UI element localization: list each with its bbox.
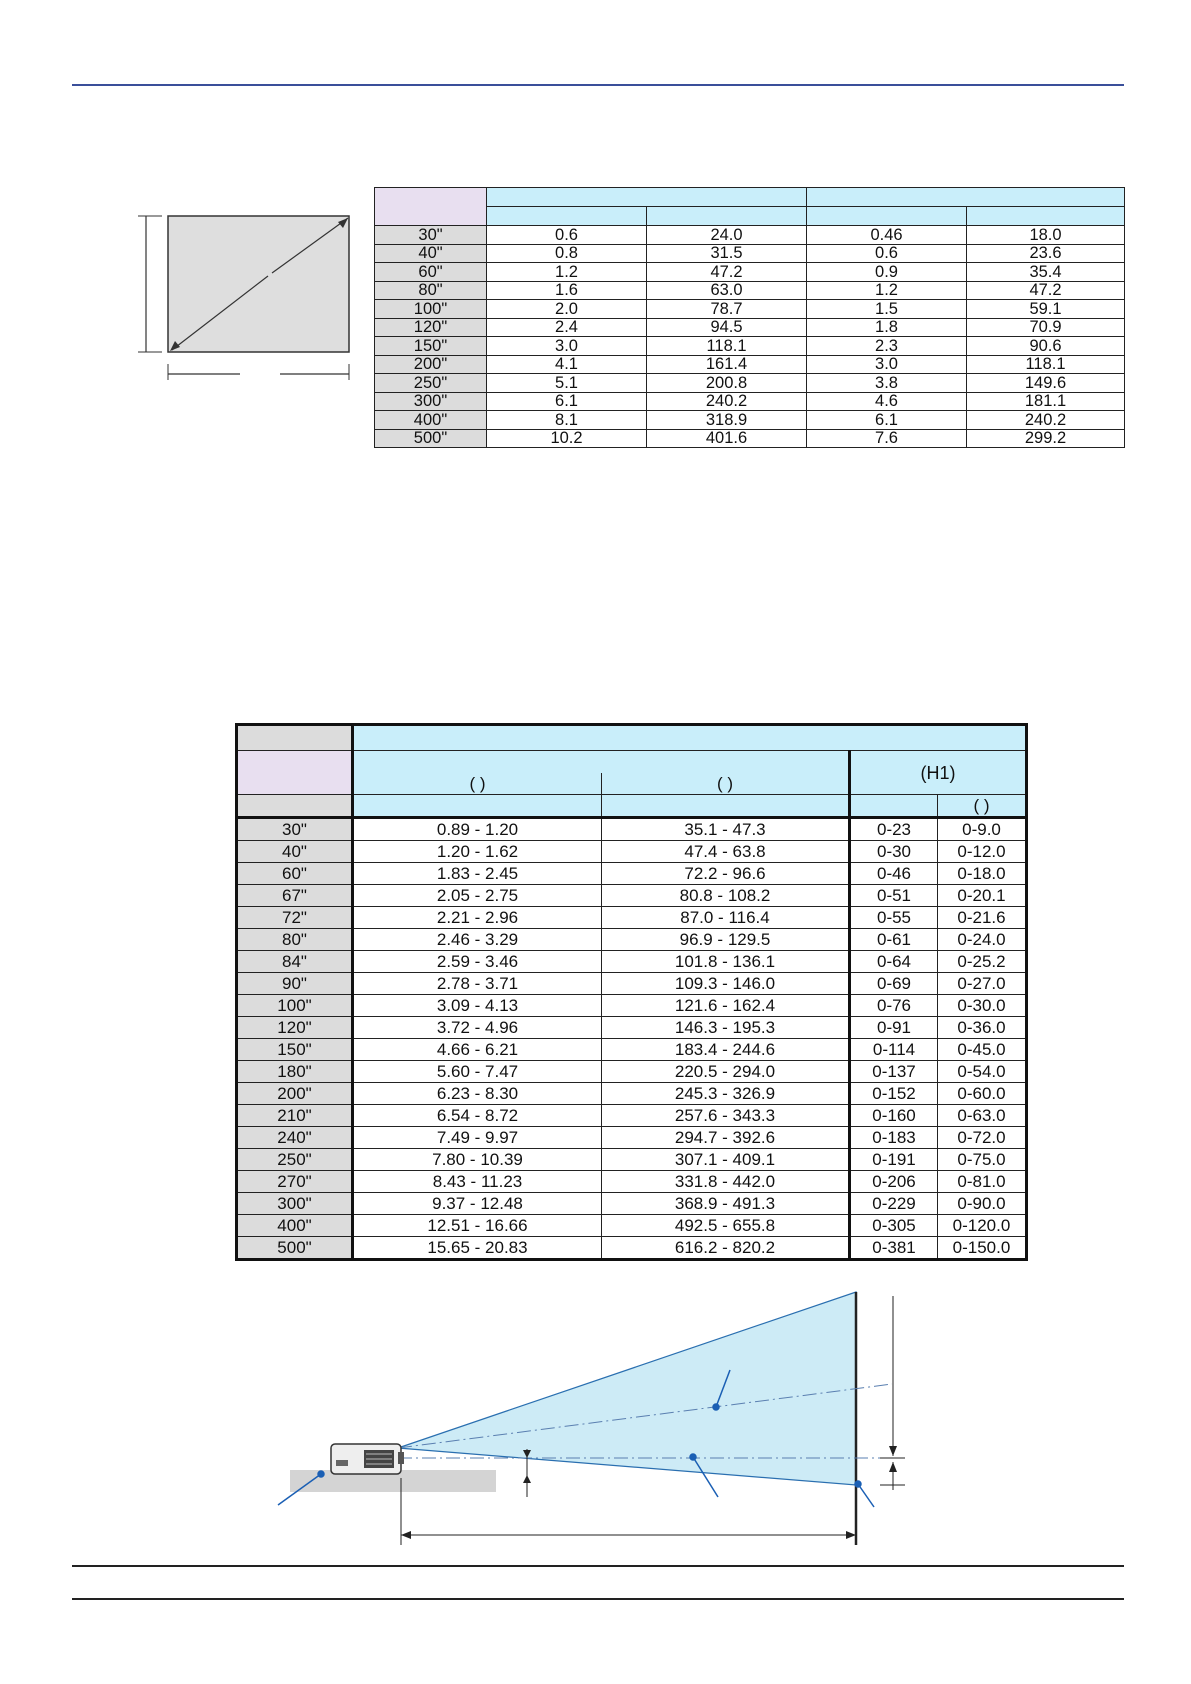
value-cell: 2.0 xyxy=(487,300,647,319)
table1-header-row-1 xyxy=(375,188,1125,207)
value-cell: 1.20 - 1.62 xyxy=(353,841,602,863)
value-cell: 4.6 xyxy=(807,392,967,411)
value-cell: 5.60 - 7.47 xyxy=(353,1061,602,1083)
value-cell: 2.05 - 2.75 xyxy=(353,885,602,907)
table-row xyxy=(237,951,1027,973)
value-cell: 0-25.2 xyxy=(938,951,1027,973)
throw-distance-table xyxy=(235,723,1028,1261)
value-cell: 80.8 - 108.2 xyxy=(602,885,850,907)
value-cell: 6.1 xyxy=(487,392,647,411)
value-cell: 200.8 xyxy=(647,374,807,393)
screen-size-cell: 30" xyxy=(237,818,353,841)
value-cell: 0-150.0 xyxy=(938,1237,1027,1260)
value-cell: 149.6 xyxy=(967,374,1125,393)
screen-rectangle xyxy=(168,216,349,352)
value-cell: 0-20.1 xyxy=(938,885,1027,907)
table2-header-distance xyxy=(353,751,850,773)
bottom-rule-1 xyxy=(72,1565,1124,1567)
table-row xyxy=(237,907,1027,929)
screen-size-cell: 200" xyxy=(237,1083,353,1105)
screen-size-cell: 400" xyxy=(237,1215,353,1237)
screen-size-cell: 300" xyxy=(237,1193,353,1215)
value-cell: 118.1 xyxy=(967,355,1125,374)
table-row xyxy=(375,411,1125,430)
value-cell: 0-120.0 xyxy=(938,1215,1027,1237)
value-cell: 78.7 xyxy=(647,300,807,319)
value-cell: 2.59 - 3.46 xyxy=(353,951,602,973)
value-cell: 4.66 - 6.21 xyxy=(353,1039,602,1061)
table-row xyxy=(237,1193,1027,1215)
table-row xyxy=(237,841,1027,863)
value-cell: 0-9.0 xyxy=(938,818,1027,841)
value-cell: 35.4 xyxy=(967,263,1125,282)
screen-size-cell: 80" xyxy=(237,929,353,951)
table-row xyxy=(237,1105,1027,1127)
table1-header-group-1 xyxy=(487,188,807,207)
table2-header-h1: (H1) xyxy=(850,751,1027,795)
screen-size-cell: 90" xyxy=(237,973,353,995)
value-cell: 2.4 xyxy=(487,318,647,337)
value-cell: 0.6 xyxy=(807,244,967,263)
value-cell: 318.9 xyxy=(647,411,807,430)
value-cell: 0-18.0 xyxy=(938,863,1027,885)
screen-size-cell: 67" xyxy=(237,885,353,907)
table2-corner-top xyxy=(237,725,353,751)
value-cell: 0-114 xyxy=(850,1039,938,1061)
value-cell: 0-81.0 xyxy=(938,1171,1027,1193)
value-cell: 23.6 xyxy=(967,244,1125,263)
value-cell: 2.78 - 3.71 xyxy=(353,973,602,995)
table2-header-row-1 xyxy=(237,725,1027,751)
value-cell: 0-69 xyxy=(850,973,938,995)
value-cell: 2.3 xyxy=(807,337,967,356)
value-cell: 1.2 xyxy=(487,263,647,282)
table2-header-main xyxy=(353,725,1027,751)
value-cell: 0-45.0 xyxy=(938,1039,1027,1061)
value-cell: 0-91 xyxy=(850,1017,938,1039)
value-cell: 118.1 xyxy=(647,337,807,356)
value-cell: 35.1 - 47.3 xyxy=(602,818,850,841)
table-row xyxy=(237,863,1027,885)
value-cell: 0-381 xyxy=(850,1237,938,1260)
value-cell: 1.5 xyxy=(807,300,967,319)
value-cell: 1.8 xyxy=(807,318,967,337)
value-cell: 0-305 xyxy=(850,1215,938,1237)
diagonal-line-lower xyxy=(172,276,268,350)
value-cell: 0-12.0 xyxy=(938,841,1027,863)
table-row xyxy=(237,1083,1027,1105)
table-row xyxy=(375,281,1125,300)
value-cell: 0-63.0 xyxy=(938,1105,1027,1127)
projection-beam xyxy=(398,1292,856,1485)
value-cell: 401.6 xyxy=(647,429,807,448)
value-cell: 0-183 xyxy=(850,1127,938,1149)
screen-size-cell: 40" xyxy=(237,841,353,863)
value-cell: 183.4 - 244.6 xyxy=(602,1039,850,1061)
table2-corner xyxy=(237,751,353,795)
table-row xyxy=(237,1017,1027,1039)
table-row xyxy=(237,995,1027,1017)
value-cell: 0-90.0 xyxy=(938,1193,1027,1215)
value-cell: 331.8 - 442.0 xyxy=(602,1171,850,1193)
value-cell: 6.23 - 8.30 xyxy=(353,1083,602,1105)
table1-subheader xyxy=(967,207,1125,226)
value-cell: 0-76 xyxy=(850,995,938,1017)
table-row xyxy=(237,1237,1027,1260)
value-cell: 0-64 xyxy=(850,951,938,973)
table2-header-row-2 xyxy=(237,751,1027,773)
table-row xyxy=(375,244,1125,263)
value-cell: 72.2 - 96.6 xyxy=(602,863,850,885)
value-cell: 9.37 - 12.48 xyxy=(353,1193,602,1215)
value-cell: 1.2 xyxy=(807,281,967,300)
table-row xyxy=(237,929,1027,951)
bottom-rule-2 xyxy=(72,1598,1124,1600)
table-row xyxy=(375,263,1125,282)
value-cell: 0.9 xyxy=(807,263,967,282)
screen-size-cell: 500" xyxy=(375,429,487,448)
value-cell: 240.2 xyxy=(967,411,1125,430)
screen-size-cell: 60" xyxy=(375,263,487,282)
value-cell: 94.5 xyxy=(647,318,807,337)
screen-size-cell: 250" xyxy=(375,374,487,393)
value-cell: 0-23 xyxy=(850,818,938,841)
screen-size-cell: 30" xyxy=(375,226,487,245)
table-row xyxy=(237,1149,1027,1171)
value-cell: 0-152 xyxy=(850,1083,938,1105)
value-cell: 15.65 - 20.83 xyxy=(353,1237,602,1260)
value-cell: 0-137 xyxy=(850,1061,938,1083)
value-cell: 220.5 - 294.0 xyxy=(602,1061,850,1083)
value-cell: 63.0 xyxy=(647,281,807,300)
table-row xyxy=(375,318,1125,337)
value-cell: 0-30 xyxy=(850,841,938,863)
screen-size-cell: 120" xyxy=(375,318,487,337)
value-cell: 616.2 - 820.2 xyxy=(602,1237,850,1260)
table1-subheader xyxy=(647,207,807,226)
value-cell: 10.2 xyxy=(487,429,647,448)
screen-size-cell: 300" xyxy=(375,392,487,411)
value-cell: 0-21.6 xyxy=(938,907,1027,929)
value-cell: 6.54 - 8.72 xyxy=(353,1105,602,1127)
value-cell: 7.80 - 10.39 xyxy=(353,1149,602,1171)
table2-header-sub-2 xyxy=(602,795,850,818)
callout-markers xyxy=(278,1370,874,1507)
table-row xyxy=(375,392,1125,411)
table2-header-unit-2: ( ) xyxy=(602,773,850,795)
value-cell: 1.83 - 2.45 xyxy=(353,863,602,885)
value-cell: 7.6 xyxy=(807,429,967,448)
value-cell: 181.1 xyxy=(967,392,1125,411)
screen-size-cell: 84" xyxy=(237,951,353,973)
screen-size-cell: 180" xyxy=(237,1061,353,1083)
value-cell: 0-36.0 xyxy=(938,1017,1027,1039)
diagonal-arrow-head-top xyxy=(338,218,348,228)
value-cell: 0-54.0 xyxy=(938,1061,1027,1083)
value-cell: 0-46 xyxy=(850,863,938,885)
value-cell: 12.51 - 16.66 xyxy=(353,1215,602,1237)
table1-corner xyxy=(375,188,487,226)
screen-size-table xyxy=(374,187,1125,448)
table-row xyxy=(375,374,1125,393)
value-cell: 245.3 - 326.9 xyxy=(602,1083,850,1105)
value-cell: 47.2 xyxy=(647,263,807,282)
value-cell: 6.1 xyxy=(807,411,967,430)
table-row xyxy=(237,973,1027,995)
value-cell: 0-72.0 xyxy=(938,1127,1027,1149)
value-cell: 257.6 - 343.3 xyxy=(602,1105,850,1127)
value-cell: 101.8 - 136.1 xyxy=(602,951,850,973)
table2-corner-bottom xyxy=(237,795,353,818)
value-cell: 7.49 - 9.97 xyxy=(353,1127,602,1149)
screen-size-cell: 80" xyxy=(375,281,487,300)
table1-header-group-2 xyxy=(807,188,1125,207)
value-cell: 1.6 xyxy=(487,281,647,300)
value-cell: 0.6 xyxy=(487,226,647,245)
table1-subheader xyxy=(807,207,967,226)
value-cell: 307.1 - 409.1 xyxy=(602,1149,850,1171)
screen-size-cell: 150" xyxy=(375,337,487,356)
value-cell: 0.46 xyxy=(807,226,967,245)
value-cell: 294.7 - 392.6 xyxy=(602,1127,850,1149)
value-cell: 0-27.0 xyxy=(938,973,1027,995)
screen-size-cell: 72" xyxy=(237,907,353,929)
screen-size-cell: 100" xyxy=(237,995,353,1017)
diagonal-arrow-head-bottom xyxy=(170,341,180,351)
value-cell: 161.4 xyxy=(647,355,807,374)
diagonal-line-upper xyxy=(272,218,348,273)
value-cell: 0.8 xyxy=(487,244,647,263)
table-row xyxy=(375,355,1125,374)
value-cell: 2.46 - 3.29 xyxy=(353,929,602,951)
table-row xyxy=(375,300,1125,319)
value-cell: 3.0 xyxy=(487,337,647,356)
value-cell: 146.3 - 195.3 xyxy=(602,1017,850,1039)
value-cell: 0-30.0 xyxy=(938,995,1027,1017)
table1-header-row-2 xyxy=(375,207,1125,226)
value-cell: 240.2 xyxy=(647,392,807,411)
value-cell: 96.9 - 129.5 xyxy=(602,929,850,951)
screen-size-cell: 100" xyxy=(375,300,487,319)
value-cell: 24.0 xyxy=(647,226,807,245)
value-cell: 3.72 - 4.96 xyxy=(353,1017,602,1039)
screen-size-cell: 270" xyxy=(237,1171,353,1193)
table2-header-sub-3 xyxy=(850,795,938,818)
value-cell: 5.1 xyxy=(487,374,647,393)
value-cell: 109.3 - 146.0 xyxy=(602,973,850,995)
table2-header-unit-4: ( ) xyxy=(938,795,1027,818)
value-cell: 47.2 xyxy=(967,281,1125,300)
value-cell: 3.8 xyxy=(807,374,967,393)
value-cell: 121.6 - 162.4 xyxy=(602,995,850,1017)
table2-header-sub-1 xyxy=(353,795,602,818)
value-cell: 90.6 xyxy=(967,337,1125,356)
table2-header-row-4 xyxy=(237,795,1027,818)
value-cell: 299.2 xyxy=(967,429,1125,448)
value-cell: 492.5 - 655.8 xyxy=(602,1215,850,1237)
table-row xyxy=(237,1171,1027,1193)
screen-size-cell: 120" xyxy=(237,1017,353,1039)
value-cell: 0-24.0 xyxy=(938,929,1027,951)
screen-size-cell: 60" xyxy=(237,863,353,885)
value-cell: 0-229 xyxy=(850,1193,938,1215)
value-cell: 59.1 xyxy=(967,300,1125,319)
table-row xyxy=(237,1061,1027,1083)
value-cell: 0.89 - 1.20 xyxy=(353,818,602,841)
table-row xyxy=(237,1039,1027,1061)
table1-subheader xyxy=(487,207,647,226)
lens-center-axis xyxy=(398,1384,892,1448)
value-cell: 0-206 xyxy=(850,1171,938,1193)
value-cell: 31.5 xyxy=(647,244,807,263)
table-row xyxy=(375,429,1125,448)
screen-size-cell: 500" xyxy=(237,1237,353,1260)
value-cell: 87.0 - 116.4 xyxy=(602,907,850,929)
screen-size-cell: 400" xyxy=(375,411,487,430)
screen-size-cell: 210" xyxy=(237,1105,353,1127)
value-cell: 0-160 xyxy=(850,1105,938,1127)
value-cell: 0-61 xyxy=(850,929,938,951)
screen-size-cell: 150" xyxy=(237,1039,353,1061)
value-cell: 0-60.0 xyxy=(938,1083,1027,1105)
value-cell: 0-191 xyxy=(850,1149,938,1171)
projector-icon xyxy=(331,1444,404,1474)
table-row xyxy=(375,226,1125,245)
value-cell: 3.09 - 4.13 xyxy=(353,995,602,1017)
table-surface xyxy=(290,1470,496,1492)
screen-size-cell: 250" xyxy=(237,1149,353,1171)
screen-size-cell: 240" xyxy=(237,1127,353,1149)
value-cell: 2.21 - 2.96 xyxy=(353,907,602,929)
value-cell: 0-75.0 xyxy=(938,1149,1027,1171)
table2-header-unit-1: ( ) xyxy=(353,773,602,795)
value-cell: 368.9 - 491.3 xyxy=(602,1193,850,1215)
table-row xyxy=(237,1215,1027,1237)
table-row xyxy=(237,885,1027,907)
screen-size-cell: 200" xyxy=(375,355,487,374)
value-cell: 0-51 xyxy=(850,885,938,907)
value-cell: 70.9 xyxy=(967,318,1125,337)
value-cell: 8.1 xyxy=(487,411,647,430)
table-row xyxy=(237,818,1027,841)
value-cell: 8.43 - 11.23 xyxy=(353,1171,602,1193)
value-cell: 0-55 xyxy=(850,907,938,929)
value-cell: 4.1 xyxy=(487,355,647,374)
value-cell: 18.0 xyxy=(967,226,1125,245)
screen-size-cell: 40" xyxy=(375,244,487,263)
top-rule xyxy=(72,84,1124,86)
table-row xyxy=(237,1127,1027,1149)
value-cell: 3.0 xyxy=(807,355,967,374)
value-cell: 47.4 - 63.8 xyxy=(602,841,850,863)
table-row xyxy=(375,337,1125,356)
